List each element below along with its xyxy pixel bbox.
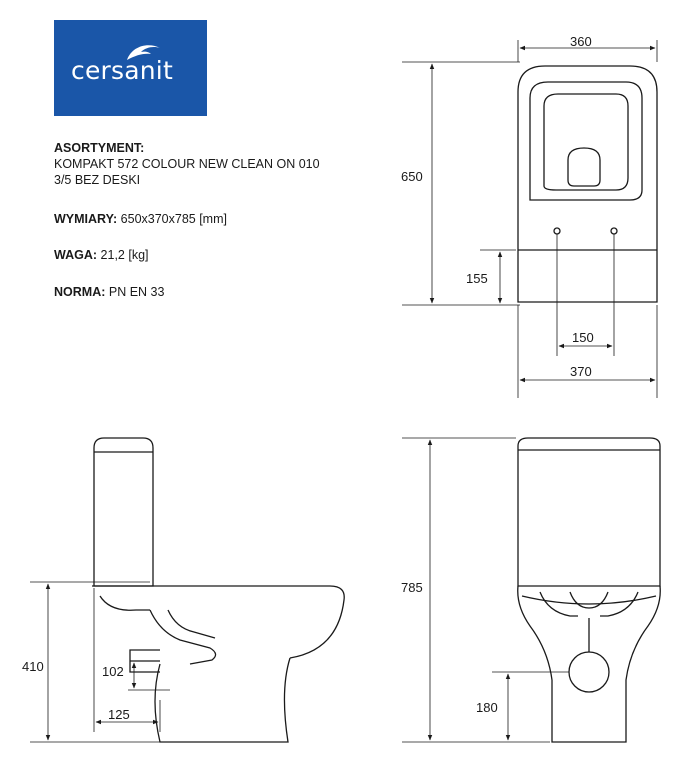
assortment-label: ASORTYMENT: (54, 141, 145, 155)
weight-value: 21,2 [kg] (100, 248, 149, 262)
dim-outlet-height-top: 155 (466, 271, 488, 286)
dim-outlet-offset: 125 (108, 707, 130, 722)
dim-outlet-height: 102 (102, 664, 124, 679)
assortment-line-1: KOMPAKT 572 COLOUR NEW CLEAN ON 010 (54, 157, 320, 171)
dim-depth: 650 (401, 169, 423, 184)
dim-bolt-spacing: 150 (572, 330, 594, 345)
dim-outlet-center: 180 (476, 700, 498, 715)
assortment-line-2: 3/5 BEZ DESKI (54, 173, 141, 187)
front-view (518, 438, 661, 742)
weight-label: WAGA: (54, 248, 98, 262)
front-view-dimensions (402, 438, 569, 742)
norm-value: PN EN 33 (108, 285, 165, 299)
side-view (92, 438, 344, 742)
norm-label: NORMA: (54, 285, 106, 299)
top-view (518, 66, 657, 302)
dim-overall-width: 370 (570, 364, 592, 379)
dimensions-label: WYMIARY: (54, 212, 118, 226)
dim-seat-height: 410 (22, 659, 44, 674)
dimensions-value: 650x370x785 [mm] (120, 212, 227, 226)
dim-total-height: 785 (401, 580, 423, 595)
brand-name: cersanit (71, 56, 173, 85)
dim-top-width: 360 (570, 34, 592, 49)
side-view-dimensions (30, 582, 170, 742)
